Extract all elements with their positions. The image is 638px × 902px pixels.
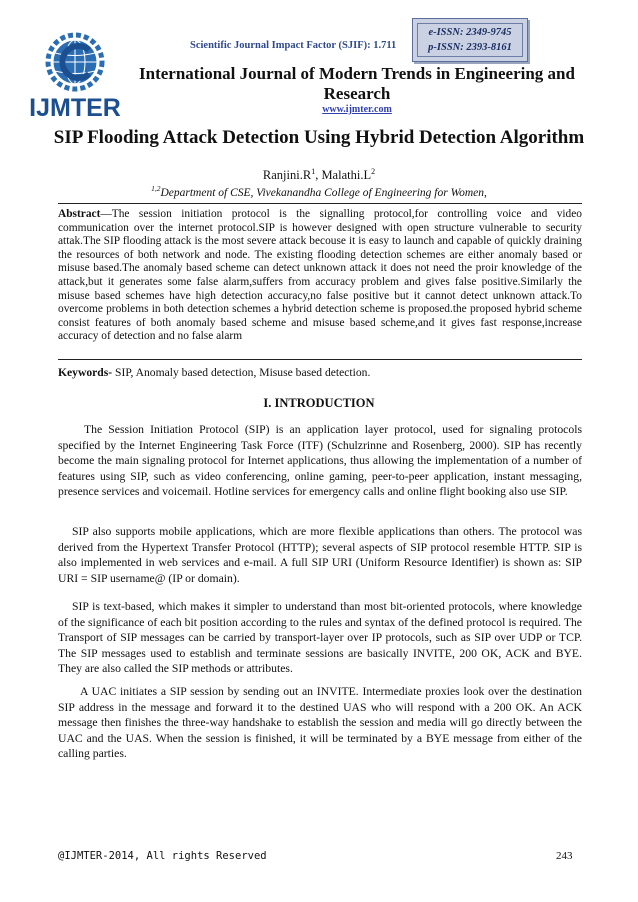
body-paragraph: SIP also supports mobile applications, which are more flexible applications than others. The protocol was derived from the Hypertext Transfer Protocol (HTTP); several aspects of SIP protocol resemble HTTP. SIP is also implemented in web services and e-mail. A full SIP URI (Uniform Resource Identifier) is shown as: SIP URI = SIP username@ (IP or domain). — [58, 525, 582, 585]
paper-title: SIP Flooding Attack Detection Using Hybrid Detection Algorithm — [53, 127, 585, 148]
eissn: e-ISSN: 2349-9745 — [428, 27, 512, 38]
abstract-text: —The session initiation protocol is the signalling protocol,for controlling voice and video communication over the internet protocol.SIP is however designed with open structure vulnerable to security attak.The SIP flooding attack is the most severe attack becouse it is easy to launch and capable of quickly draining the resources of both network and node. The existing flooding detection schemes are either anomaly based or misuse based.The anomaly based scheme can detect unknown attack it does not need the proir knowledge of the attack,but it generates some false alarm,suffers from accuracy problem and gives false positive.Similarly the misuse based schemes have high detection accuracy,no false positive but it cannot detect unknown attack.To overcome problems in both detection schemes a hybrid detection scheme is proposed.the proposed hybrid scheme consist features of both anomaly based scheme and misuse based scheme,and it gives fast response,increase accuracy of detection and no false alarm — [58, 208, 582, 343]
author-2-affil: 2 — [371, 167, 376, 176]
keywords-label: Keywords- — [58, 366, 113, 379]
section-heading: I. INTRODUCTION — [263, 396, 375, 410]
journal-title: International Journal of Modern Trends in Engineering and Research — [139, 64, 575, 103]
ijmter-globe-logo-icon — [28, 30, 122, 122]
author-2: , Malathi.L — [315, 168, 372, 183]
journal-url-link[interactable]: www.ijmter.com — [322, 104, 392, 115]
author-1: Ranjini.R — [262, 168, 312, 183]
body-paragraph: SIP is text-based, which makes it simpler to understand than most bit-oriented protocols, where knowledge of the significance of each bit position according to the rules and syntax of the defined protocol is required. The Transport of SIP messages can be carried by transport-layer over IP protocols, such as SIP over UDP or TCP. The SIP messages used to establish and terminate sessions are basically INVITE, 200 OK, ACK and BYE. They are also called the SIP methods or attributes. — [58, 600, 582, 676]
keywords-text: SIP, Anomaly based detection, Misuse based detection. — [112, 366, 371, 379]
abstract-rule-bottom — [58, 359, 582, 360]
logo-wordmark: IJMTER — [29, 94, 121, 122]
page-number: 243 — [556, 850, 573, 862]
affiliation-text: Department of CSE, Vivekanandha College of Engineering for Women, — [160, 186, 487, 199]
body-paragraph: A UAC initiates a SIP session by sending out an INVITE. Intermediate proxies look over the destination SIP address in the message and forward it to the destined UAS who will respond with a 200 OK. An ACK message then finishes the three-way handshake to establish the session and media will go directly between the UAC and the UAS. When the session is finished, it will be terminated by a BYE message from either of the calling parties. — [58, 685, 582, 761]
abstract — [58, 208, 582, 344]
copyright-footer: @IJMTER-2014, All rights Reserved — [58, 850, 267, 862]
affiliation — [28, 184, 610, 199]
keywords — [58, 366, 582, 379]
author-1-affil: 1 — [311, 167, 316, 176]
impact-factor-line: Scientific Journal Impact Factor (SJIF): 1.711 — [190, 40, 397, 51]
affiliation-marker: 1,2 — [151, 184, 161, 193]
abstract-label: Abstract — [58, 208, 101, 220]
issn-box — [412, 18, 528, 62]
pissn: p-ISSN: 2393-8161 — [428, 42, 512, 53]
abstract-rule-top — [58, 203, 582, 204]
body-paragraph: The Session Initiation Protocol (SIP) is an application layer protocol, used for signaling protocols specified by the Internet Engineering Task Force (ITF) (Schulzrinne and Rosenberg, 2000). SIP has recently become the main signaling protocol for Internet applications, thus allowing the implementation of a number of features using SIP, such as video conferencing, online gaming, peer-to-peer application, instant messaging, presence services and voicemail. Hotline services for emergency calls and online flight booking also use SIP. — [58, 423, 582, 499]
journal-logo — [28, 30, 122, 122]
author-line — [28, 167, 610, 183]
